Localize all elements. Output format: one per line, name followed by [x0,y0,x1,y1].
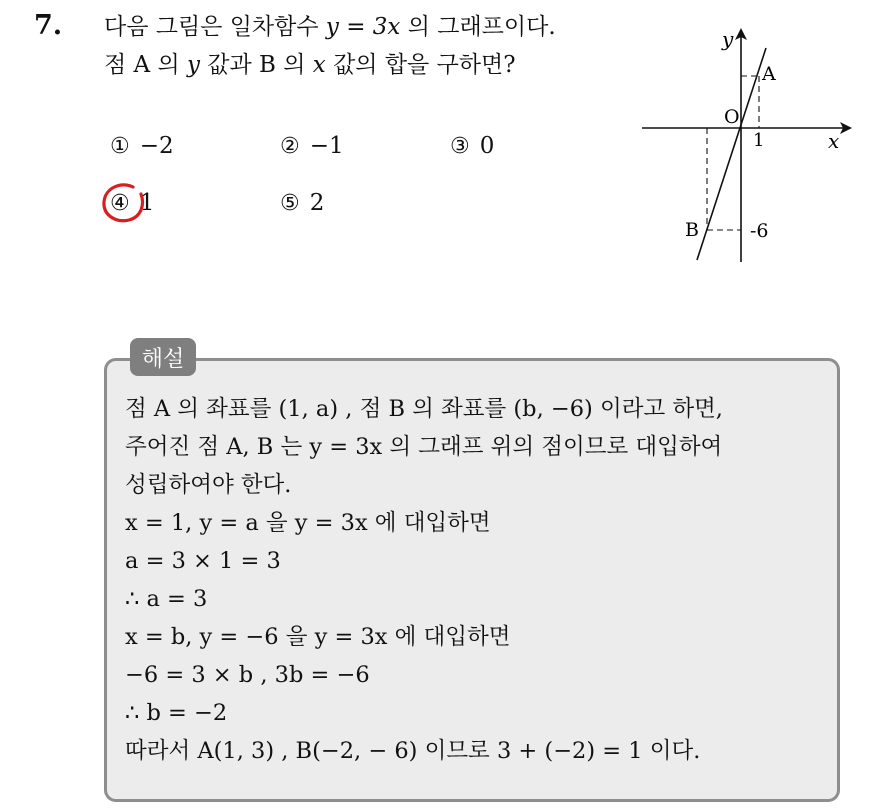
solution-line: −6 = 3 × b , 3b = −6 [125,662,370,688]
choice-1[interactable] [110,135,174,158]
solution-box [104,358,840,802]
solution-line: ∴ b = −2 [125,700,228,726]
choice-value: −2 [139,133,174,159]
question-text: 의 그래프이다. [400,14,556,40]
equation: y = 3x [325,14,401,40]
solution-line: x = b, y = −6 을 y = 3x 에 대입하면 [125,624,511,650]
solution-line: 성립하여야 한다. [125,472,292,498]
choice-number: ④ [110,191,130,216]
question-line-1 [104,16,556,39]
question-text: 점 A 의 [104,52,187,78]
solution-line: a = 3 × 1 = 3 [125,548,281,574]
choice-number: ② [280,134,300,159]
solution-line: 따라서 A(1, 3) , B(−2, − 6) 이므로 3 + (−2) = 1 이다. [125,738,701,764]
choice-number: ⑤ [280,191,300,216]
x-tick-label: 1 [753,130,765,151]
solution-line: 주어진 점 A, B 는 y = 3x 의 그래프 위의 점이므로 대입하여 [125,434,723,460]
choice-number: ① [110,134,130,159]
choice-value: 1 [139,190,155,216]
question-text: 값과 B 의 [199,52,313,78]
point-a-label: A [762,63,776,85]
y-axis-label: y [722,27,734,51]
circle-stroke [104,185,143,221]
question-line-2 [104,54,516,77]
choice-value: −1 [309,133,344,159]
solution-tab: 해설 [130,338,196,376]
question-number: 7. [34,10,63,41]
choice-2[interactable] [280,135,344,158]
question-text: 값의 합을 구하면? [325,52,516,78]
choice-value: 2 [309,190,325,216]
variable-y: y [186,52,200,78]
point-b-label: B [685,219,699,241]
solution-line: x = 1, y = a 을 y = 3x 에 대입하면 [125,510,491,536]
function-graph [640,22,860,267]
question-text: 다음 그림은 일차함수 [104,14,326,40]
solution-line: ∴ a = 3 [125,586,208,612]
variable-x: x [312,52,326,78]
choice-number: ③ [450,134,470,159]
y-tick-label: -6 [750,220,769,242]
x-axis-label: x [828,129,840,153]
choice-5[interactable] [280,192,324,215]
choice-value: 0 [479,133,495,159]
solution-line: 점 A 의 좌표를 (1, a) , 점 B 의 좌표를 (b, −6) 이라고 하면, [125,396,723,422]
selected-answer-circle-icon [99,180,149,226]
origin-label: O [724,106,740,128]
choice-3[interactable] [450,135,494,158]
